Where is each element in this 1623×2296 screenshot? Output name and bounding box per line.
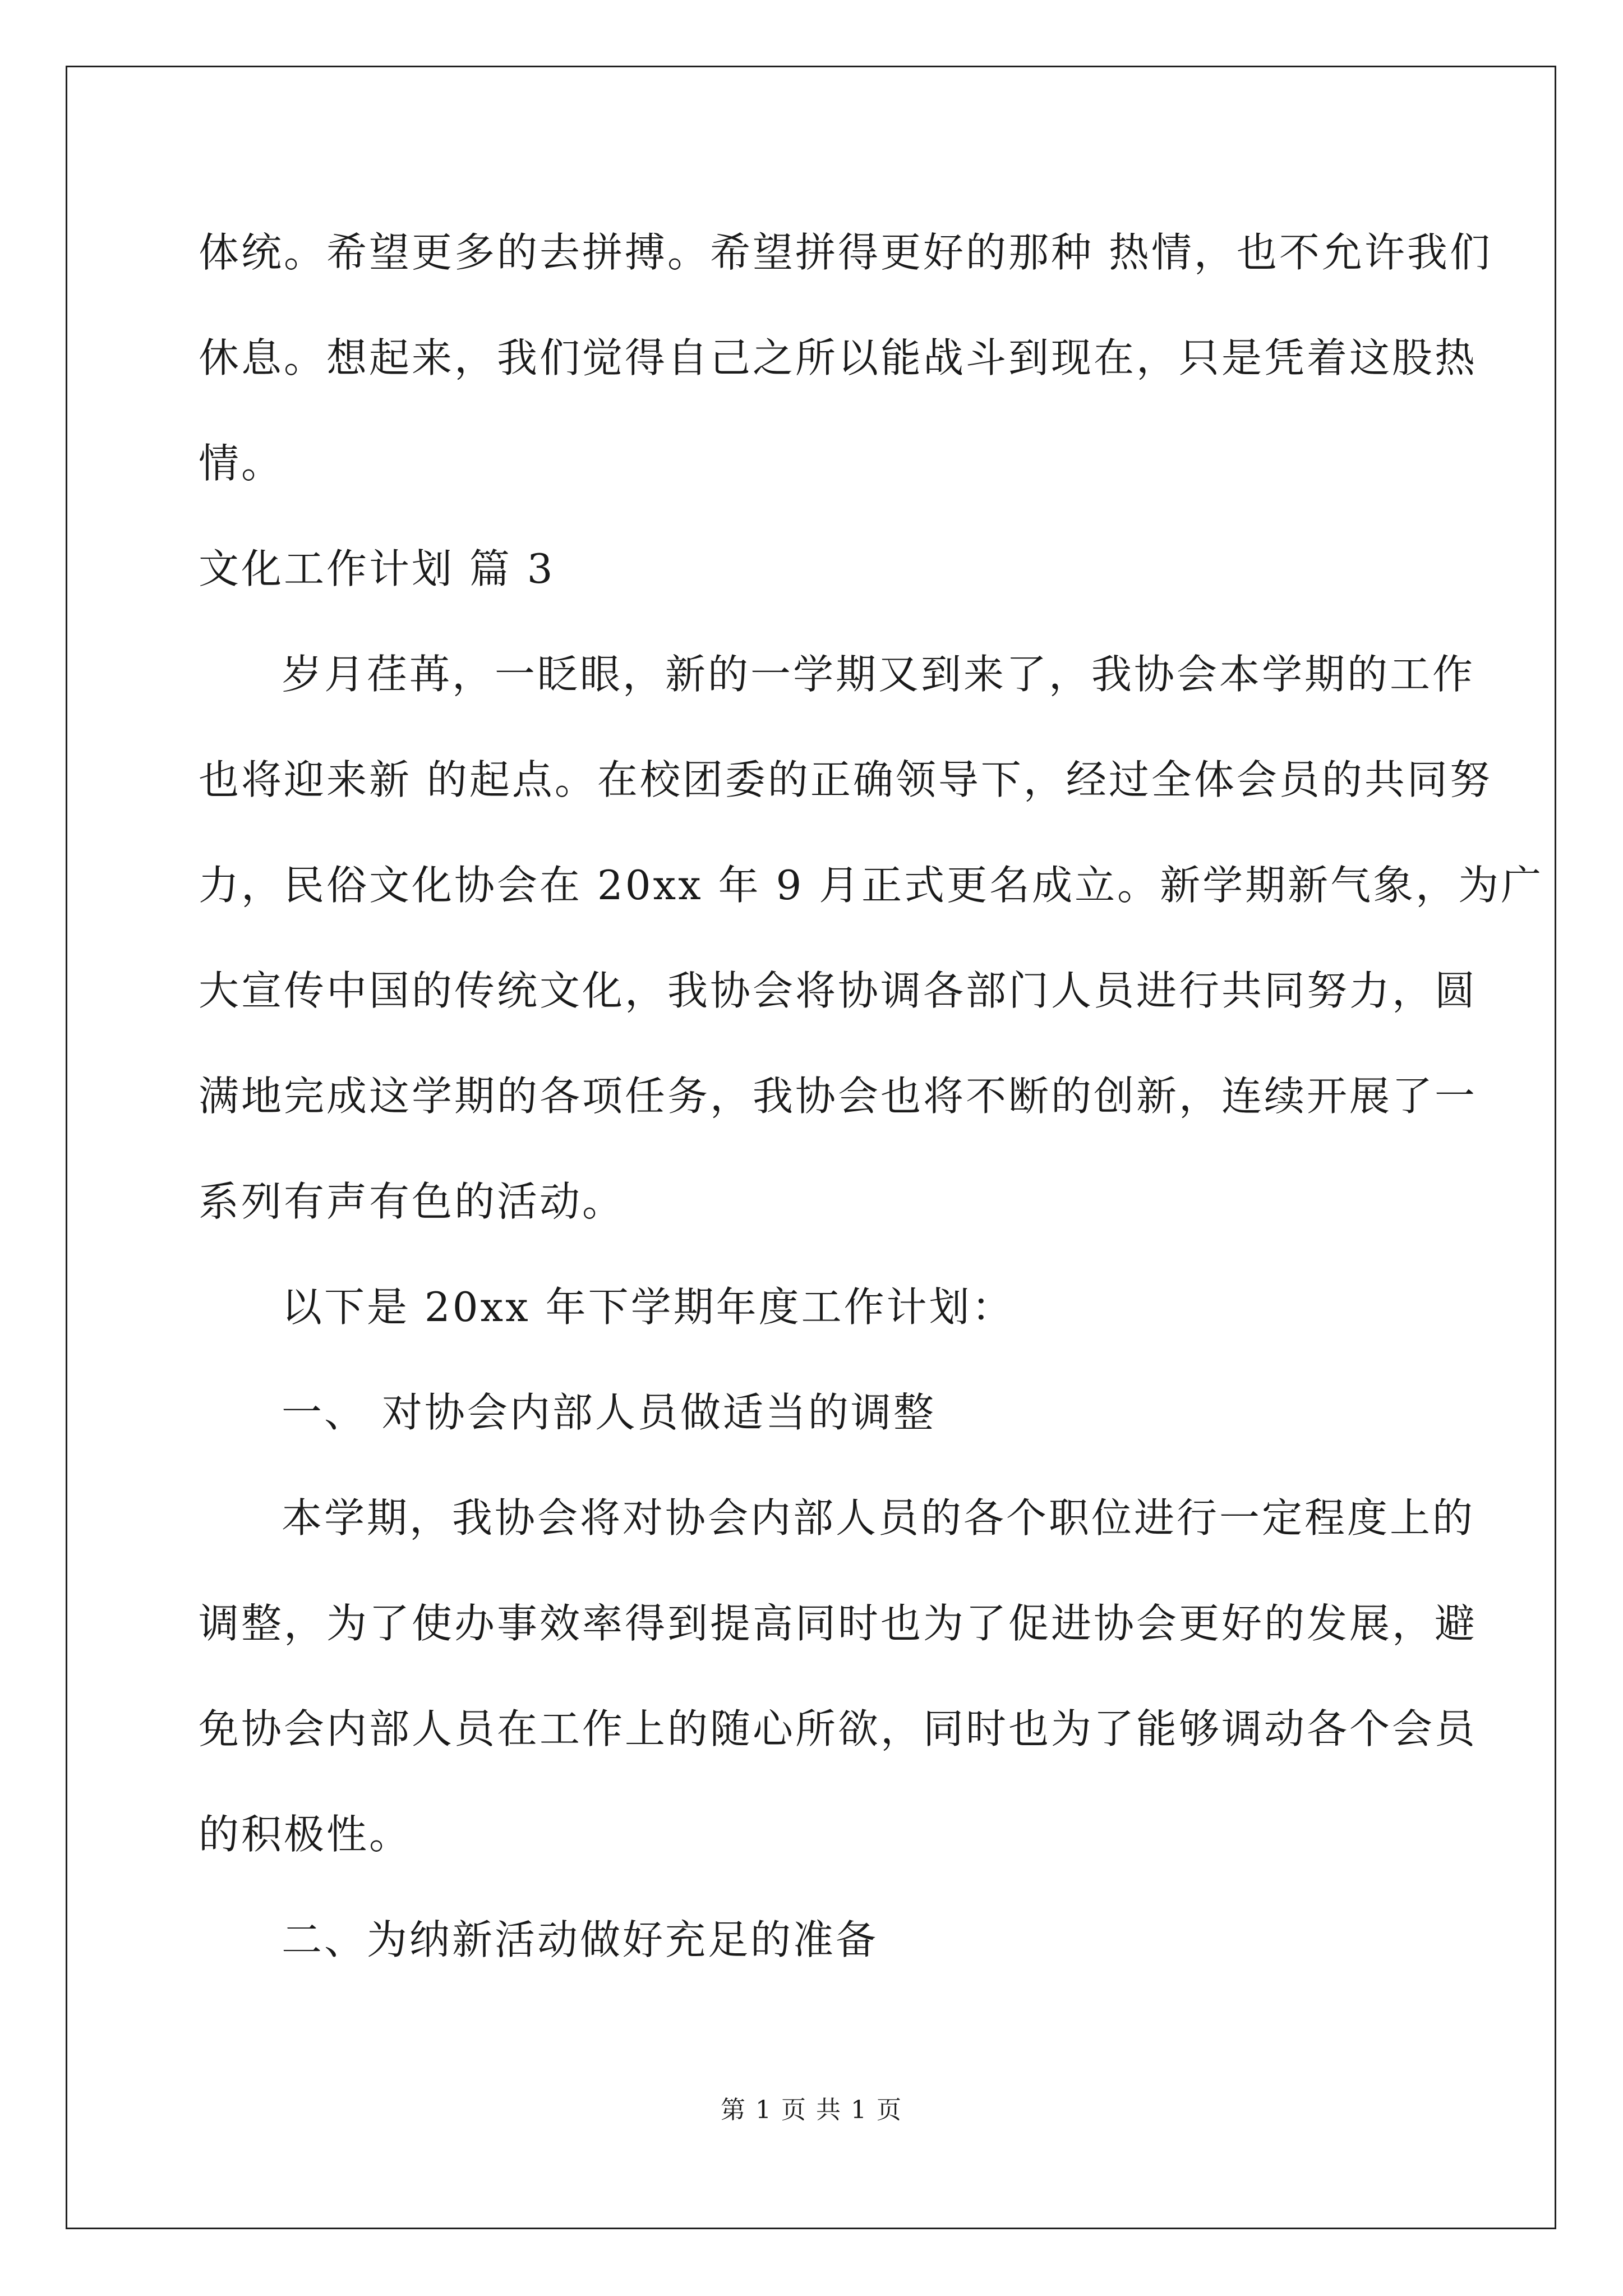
- paragraph-line: 情。: [199, 440, 284, 487]
- section-heading: 文化工作计划 篇 3: [199, 545, 555, 592]
- paragraph-line: 本学期，我协会将对协会内部人员的各个职位进行一定程度上的: [282, 1494, 1476, 1542]
- paragraph-line: 力，民俗文化协会在 20xx 年 9 月正式更名成立。新学期新气象，为广: [199, 862, 1544, 909]
- paragraph-line: 以下是 20xx 年下学期年度工作计划：: [282, 1283, 1015, 1331]
- paragraph-line: 免协会内部人员在工作上的随心所欲，同时也为了能够调动各个会员: [199, 1705, 1478, 1752]
- paragraph-line: 休息。想起来，我们觉得自己之所以能战斗到现在，只是凭着这股热: [199, 334, 1478, 381]
- paragraph-line: 的积极性。: [199, 1811, 412, 1858]
- page-number-footer: 第 1 页 共 1 页: [721, 2096, 902, 2124]
- paragraph-line: 也将迎来新 的起点。在校团委的正确领导下，经过全体会员的共同努: [199, 756, 1492, 803]
- paragraph-line: 体统。希望更多的去拼搏。希望拼得更好的那种 热情，也不允许我们: [199, 229, 1492, 276]
- paragraph-line: 系列有声有色的活动。: [199, 1178, 625, 1225]
- paragraph-line: 岁月荏苒，一眨眼，新的一学期又到来了，我协会本学期的工作: [282, 651, 1476, 698]
- list-heading: 一、 对协会内部人员做适当的调整: [282, 1389, 936, 1436]
- paragraph-line: 大宣传中国的传统文化，我协会将协调各部门人员进行共同努力，圆: [199, 967, 1478, 1014]
- list-heading: 二、为纳新活动做好充足的准备: [282, 1916, 879, 1963]
- paragraph-line: 调整，为了使办事效率得到提高同时也为了促进协会更好的发展，避: [199, 1600, 1478, 1647]
- page-frame: [66, 66, 1556, 2229]
- paragraph-line: 满地完成这学期的各项任务，我协会也将不断的创新，连续开展了一: [199, 1073, 1478, 1120]
